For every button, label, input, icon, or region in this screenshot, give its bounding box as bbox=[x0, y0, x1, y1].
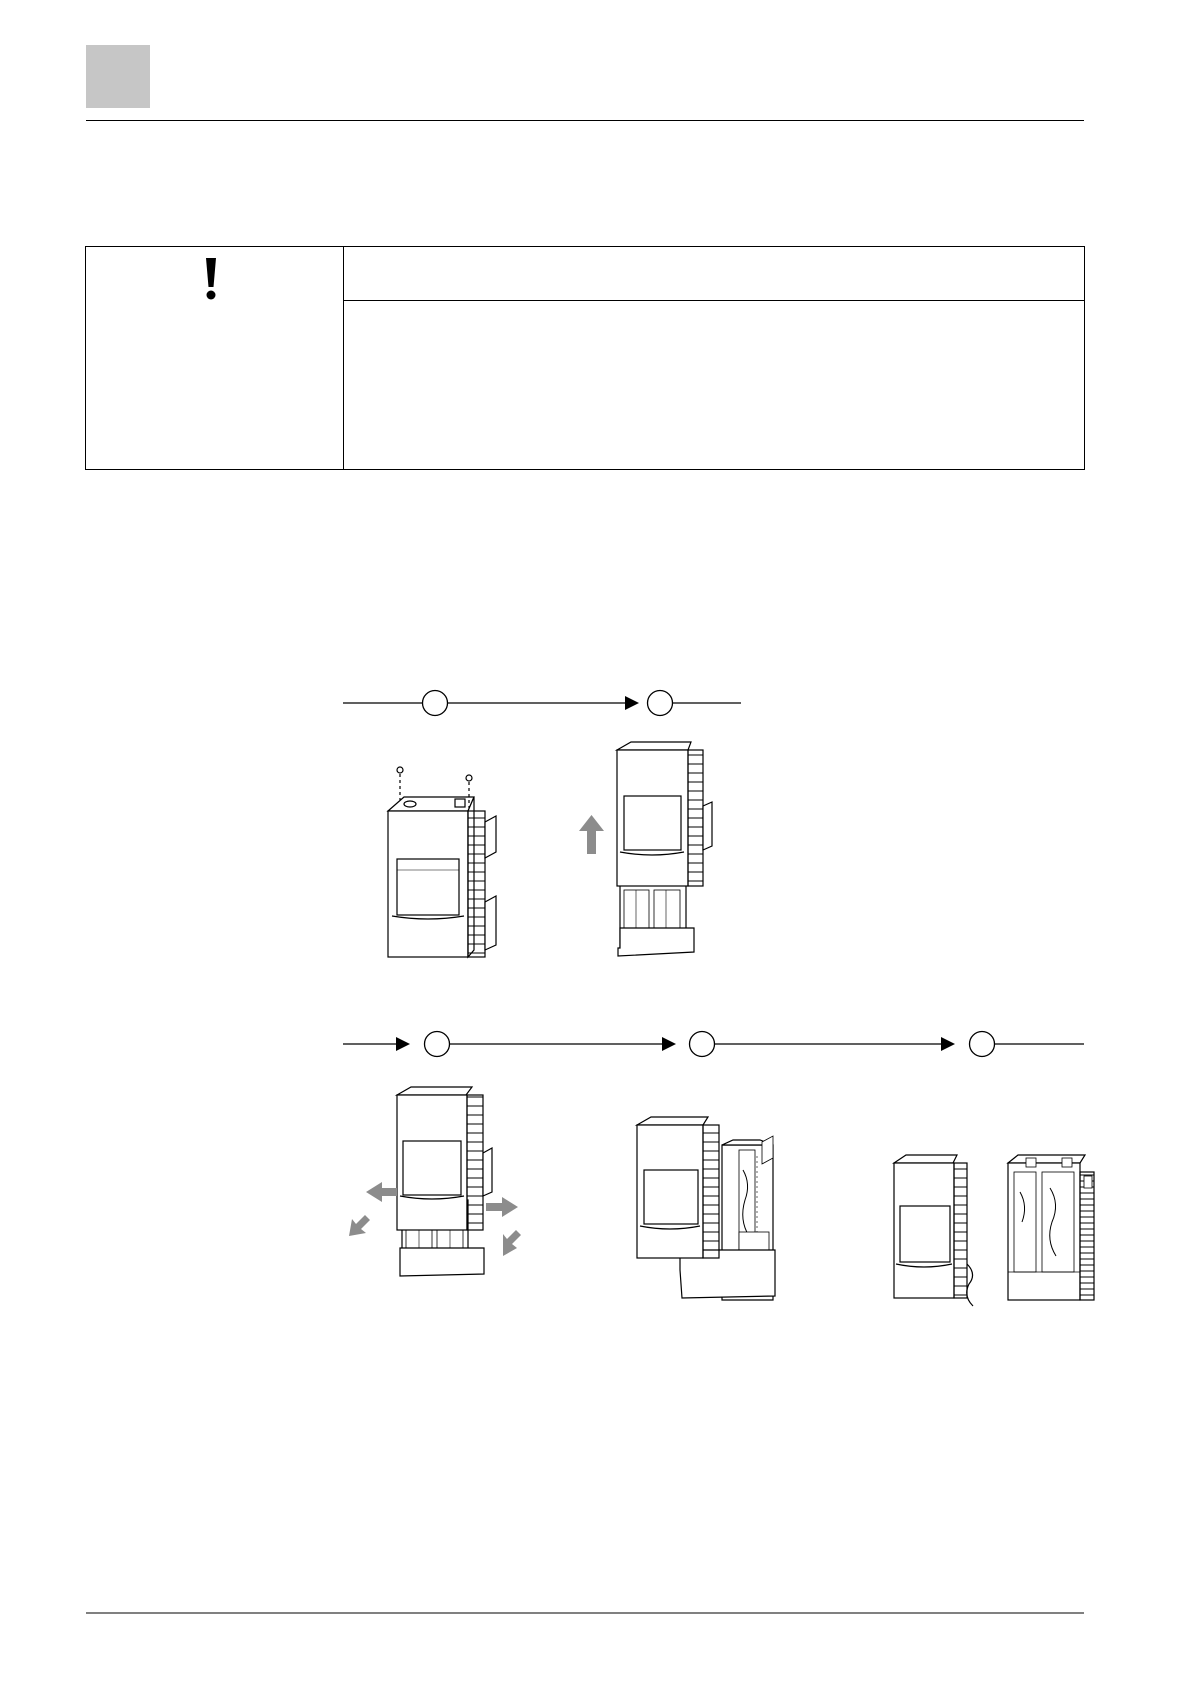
step-arrow bbox=[941, 1037, 955, 1051]
step-marker-5 bbox=[970, 1032, 995, 1057]
step-arrow bbox=[625, 696, 639, 710]
arrow-up-icon bbox=[579, 815, 604, 854]
device-unclipped bbox=[397, 1087, 492, 1276]
device-cover-removed bbox=[894, 1155, 1094, 1306]
step-marker-2 bbox=[648, 691, 673, 716]
device-cover-lifted bbox=[617, 742, 712, 956]
step-marker-3 bbox=[425, 1032, 450, 1057]
step-arrow bbox=[396, 1037, 410, 1051]
arrow-right-icon bbox=[486, 1197, 521, 1256]
step-marker-4 bbox=[690, 1032, 715, 1057]
timeline-row-2 bbox=[343, 1032, 1084, 1057]
device-closed-with-screws bbox=[388, 797, 496, 957]
step-arrow bbox=[662, 1037, 676, 1051]
timeline-row-1 bbox=[343, 691, 741, 716]
device-cover-opened bbox=[637, 1117, 775, 1300]
step-marker-1 bbox=[423, 691, 448, 716]
arrow-left-icon bbox=[349, 1182, 397, 1236]
